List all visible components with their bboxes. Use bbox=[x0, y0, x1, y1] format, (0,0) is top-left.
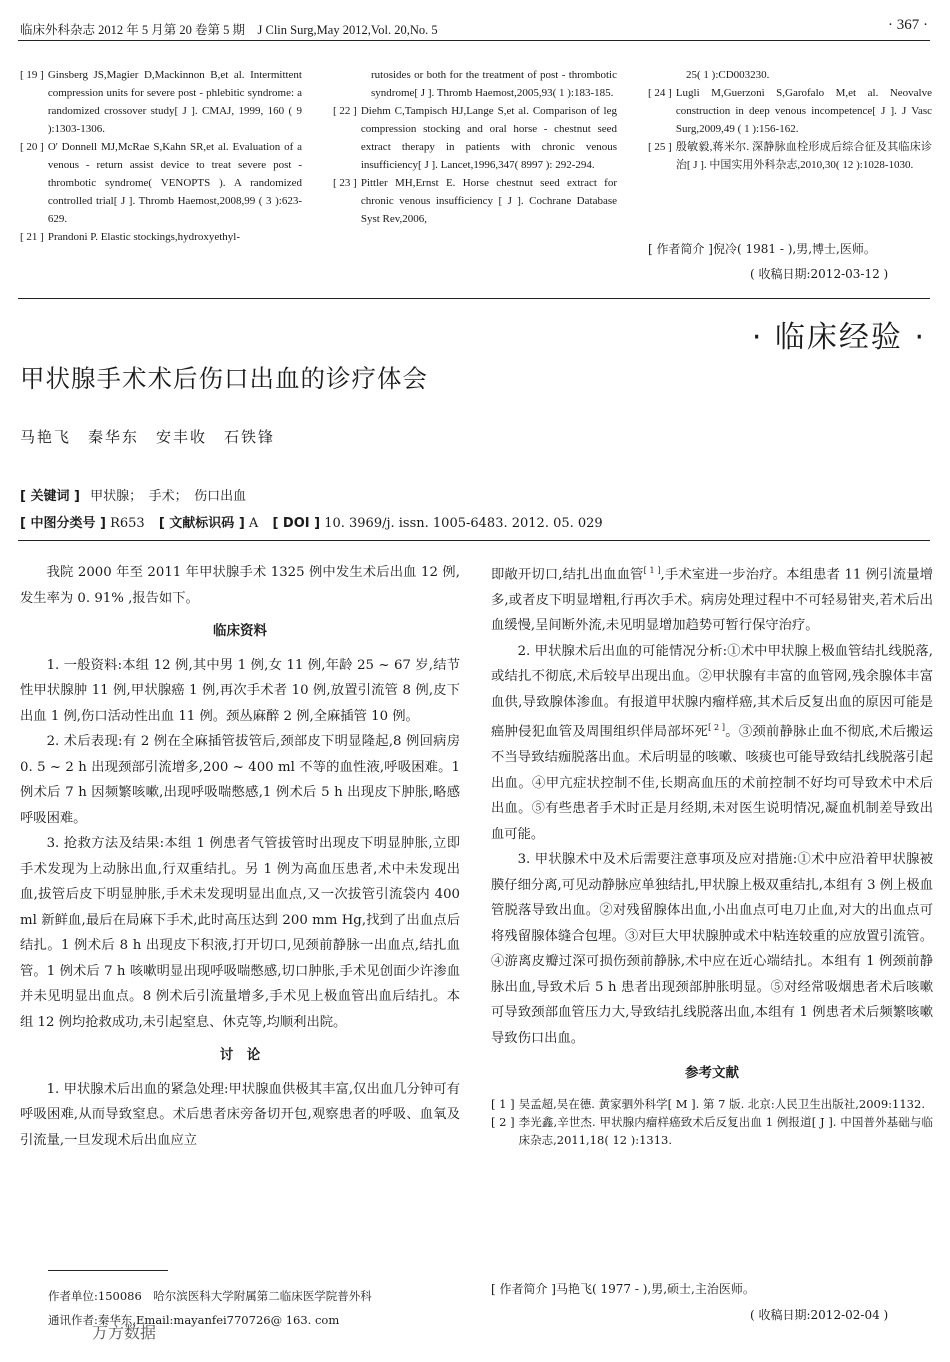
right-column bbox=[491, 558, 933, 1149]
footnote-rule bbox=[48, 1270, 168, 1271]
keywords: 甲状腺； 手术； 伤口出血 bbox=[90, 489, 247, 504]
affiliation: 作者单位:150086 哈尔滨医科大学附属第二临床医学院普外科 bbox=[48, 1289, 372, 1303]
running-header: 临床外科杂志 2012 年 5 月第 20 卷第 5 期 J Clin Surg,May 2012,Vol. 20,No. 5 bbox=[20, 23, 438, 37]
paragraph: 3. 抢救方法及结果:本组 1 例患者气管拔管时出现皮下明显肿胀,立即手术发现为上动脉出血,行双重结扎。另 1 例为高血压患者,术中未发现出血,拔管后皮下明显肿胀,手术未发现明显出血点,又一次拔管引流袋内 400 ml 新鲜血,最后在局麻下手术,此时高压达到 200 mm Hg,找到了出血点后结扎。1 例术后 8 h 出现皮下积液,打开切口,见颈前静脉一出血点,结扎血管。1 例术后 7 h 咳嗽明显出现呼吸喘憋感,切口肿胀,手术见创面少许渗血并未见明显出血点。8 例术后引流量增多,手术见上极血管出血后结扎。本组 12 例均抢救成功,未引起窒息、休克等,均顺利出院。 bbox=[20, 836, 460, 1030]
heading-discussion: 讨 论 bbox=[219, 1047, 261, 1063]
paragraph: 1. 甲状腺术后出血的紧急处理:甲状腺血供极其丰富,仅出血几分钟可有呼吸困难,从而导致窒息。术后患者床旁备切开包,观察患者的呼吸、血氧及引流量,一旦发现术后出血应立 bbox=[20, 1081, 460, 1148]
heading-clinical: 临床资料 bbox=[213, 623, 267, 639]
reference-item: [ 21 ] Prandoni P. Elastic stockings,hydroxyethyl- bbox=[20, 231, 241, 243]
reference-item: rutosides or both for the treatment of post - thrombotic syndrome[ J ]. Thromb Haemost,2005,93( 1 ):183-185. bbox=[371, 69, 617, 99]
doi-label: [ DOI ] bbox=[272, 516, 321, 531]
paragraph: 2. 甲状腺术后出血的可能情况分析:①术中甲状腺上极血管结扎线脱落,或结扎不彻底,术后较早出现出血。②甲状腺有丰富的血管网,残余腺体丰富血供,导致腺体渗血。有报道甲状腺内瘤样癌,其术后反复出血的原因可能是癌肿侵犯血管及周围组织伴局部坏死[ 2 ]。③颈前静脉止血不彻底,术后搬运不当导致结痂脱落出血。术后明显的咳嗽、咳痰也可能导致结扎线脱落引起出血。④甲亢症状控制不佳,长期高血压的术前控制不好均可导致术中术后出血。⑤有些患者手术时正是月经期,未对医生说明情况,凝血机制差导致出血可能。 bbox=[491, 643, 934, 842]
section-tag: · 临床经验 · bbox=[751, 320, 926, 355]
doccode-label: [ 文献标识码 ] bbox=[158, 516, 245, 531]
article-authors: 马艳飞 秦华东 安丰收 石铁锋 bbox=[20, 428, 276, 446]
reference-item: [ 2 ] 李光鑫,辛世杰. 甲状腺内瘤样癌致术后反复出血 1 例报道[ J ]. 中国普外基础与临床杂志,2011,18( 12 ):1313. bbox=[491, 1114, 933, 1147]
doi-value: 10. 3969/j. issn. 1005-6483. 2012. 05. 029 bbox=[324, 516, 603, 531]
abstract-rule bbox=[18, 540, 930, 541]
paragraph: 1. 一般资料:本组 12 例,其中男 1 例,女 11 例,年龄 25 ~ 67 岁,结节性甲状腺肿 11 例,甲状腺癌 1 例,再次手术者 10 例,放置引流管 8 例,皮下出血 1 例,伤口活动性出血 11 例。颈丛麻醉 2 例,全麻插管 10 例。 bbox=[20, 657, 460, 724]
reference-item: [ 25 ] 殷敏毅,蒋米尔. 深静脉血栓形成后综合征及其临床诊治[ J ]. 中国实用外科杂志,2010,30( 12 ):1028-1030. bbox=[648, 141, 932, 171]
prev-author-bio: [ 作者简介 ]倪冷( 1981 - ),男,博士,医师。 bbox=[648, 242, 876, 256]
author-bio: [ 作者简介 ]马艳飞( 1977 - ),男,硕士,主治医师。 bbox=[491, 1282, 755, 1296]
heading-references: 参考文献 bbox=[685, 1065, 739, 1082]
reference-item: [ 23 ] Pittler MH,Ernst E. Horse chestnut seed extract for chronic venous insufficiency [ J ]. Cochrane Database Syst Rev,2006, bbox=[333, 177, 617, 225]
keywords-label: [ 关键词 ] bbox=[20, 489, 80, 504]
reference-item: 25( 1 ):CD003230. bbox=[686, 69, 770, 81]
reference-item: [ 20 ] O' Donnell MJ,McRae S,Kahn SR,et al. Evaluation of a venous - return assist device to treat severe post - thrombotic syndrome( VENOPTS ). A randomized controlled trial[ J ]. Thromb Haemost,2008,99 ( 3 ):623-629. bbox=[20, 141, 302, 225]
reference-item: [ 22 ] Diehm C,Tampisch HJ,Lange S,et al. Comparison of leg compression stocking and oral horse - chestnut seed extract therapy in patients with chronic venous insufficiency[ J ]. Lancet,1996,347( 8997 ): 292-294. bbox=[333, 105, 617, 171]
top-refs-col2 bbox=[333, 66, 617, 228]
reference-item: [ 19 ] Ginsberg JS,Magier D,Mackinnon B,et al. Intermittent compression units for severe post - phlebitic syndrome: a randomized crossover study[ J ]. CMAJ, 1999, 160 ( 9 ):1303-1306. bbox=[20, 69, 302, 135]
top-refs-col3 bbox=[648, 66, 932, 174]
doccode-value: A bbox=[248, 516, 259, 531]
reference-list bbox=[491, 1095, 933, 1149]
top-refs-col1 bbox=[20, 66, 302, 246]
paragraph: 3. 甲状腺术中及术后需要注意事项及应对措施:①术中应沿着甲状腺被膜仔细分离,可见动静脉应单独结扎,甲状腺上极双重结扎,本组有 3 例上极血管脱落导致出血。②对残留腺体出血,小出血点可电刀止血,对大的出血点可将残留腺体缝合包埋。③对巨大甲状腺肿或术中粘连较重的应放置引流管。④游离皮瓣过深可损伤颈前静脉,术中应在近心端结扎。本组有 1 例颈前静脉出血,导致术后 5 h 患者出现颈部肿胀明显。⑤对经常吸烟患者术后咳嗽可导致颈部血管压力大,导致结扎线脱落出血,本组有 1 例患者术后频繁咳嗽导致伤口出血。 bbox=[491, 852, 933, 1046]
paragraph: 2. 术后表现:有 2 例在全麻插管拔管后,颈部皮下明显隆起,8 例回病房 0. 5 ~ 2 h 出现颈部引流增多,200 ~ 400 ml 不等的血性液,呼吸困难。1 例术后 7 h 因频繁咳嗽,出现呼吸喘憋感,1 例术后 5 h 出现皮下肿胀,略感呼吸困难。 bbox=[20, 734, 460, 826]
class-label: [ 中图分类号 ] bbox=[20, 516, 106, 531]
left-column bbox=[20, 560, 460, 1153]
corresponding-author: 通讯作者:秦华东,Email:mayanfei770726@ 163. com bbox=[48, 1313, 340, 1327]
intro-paragraph: 我院 2000 年至 2011 年甲状腺手术 1325 例中发生术后出血 12 例,发生率为 0. 91% ,报告如下。 bbox=[20, 565, 460, 606]
article-title: 甲状腺手术术后伤口出血的诊疗体会 bbox=[20, 364, 428, 393]
section-rule bbox=[18, 298, 930, 299]
received-date: ( 收稿日期:2012-02-04 ) bbox=[750, 1308, 889, 1322]
reference-item: [ 1 ] 吴孟超,吴在德. 黄家驷外科学[ M ]. 第 7 版. 北京:人民卫生出版社,2009:1132. bbox=[491, 1096, 925, 1111]
paragraph: 即敞开切口,结扎出血血管[ 1 ],手术室进一步治疗。本组患者 11 例引流量增多,或者皮下明显增粗,行再次手术。病房处理过程中不可轻易钳夹,若术后出血缓慢,呈间断外流,未见明显增加趋势可暂行保守治疗。 bbox=[491, 566, 933, 634]
page-number: · 367 · bbox=[888, 17, 928, 33]
watermark: 万方数据 bbox=[92, 1323, 157, 1342]
prev-received-date: ( 收稿日期:2012-03-12 ) bbox=[750, 267, 889, 281]
reference-item: [ 24 ] Lugli M,Guerzoni S,Garofalo M,et al. Neovalve construction in deep venous incompetence[ J ]. J Vasc Surg,2009,49 ( 1 ):156-162. bbox=[648, 87, 932, 135]
classification-line bbox=[20, 512, 603, 531]
keywords-line bbox=[20, 485, 246, 504]
header-rule bbox=[18, 40, 930, 41]
class-value: R653 bbox=[110, 516, 145, 531]
